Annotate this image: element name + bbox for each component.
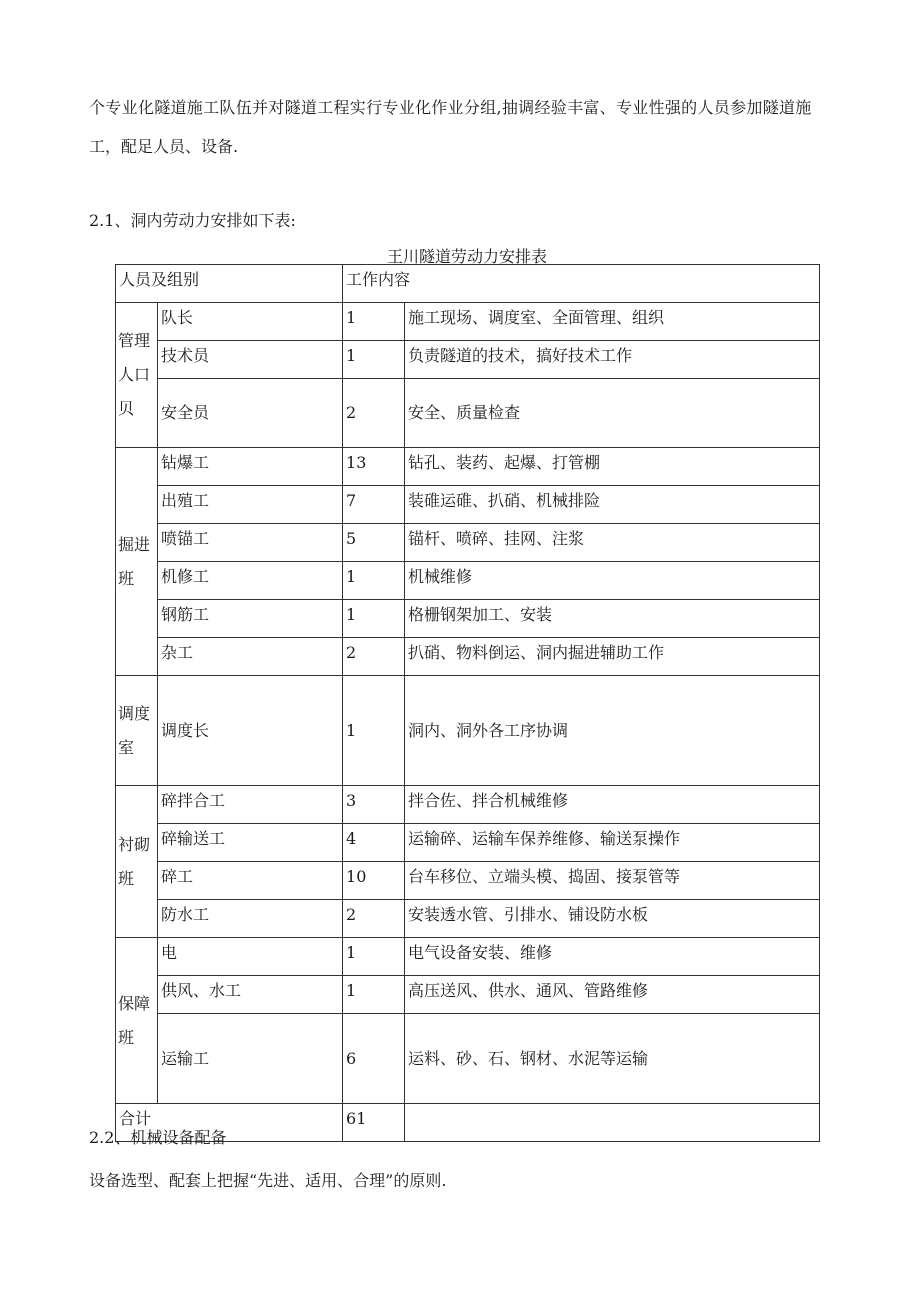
role-cell: 技术员 [158,341,343,379]
table-row [116,900,820,938]
work-cell: 安全、质量检查 [405,379,820,448]
work-cell: 装碓运碓、扒硝、机械排险 [405,486,820,524]
work-cell: 格栅钢架加工、安装 [405,600,820,638]
table-row [116,524,820,562]
header-personnel-group: 人员及组别 [116,265,343,303]
count-cell: 7 [343,486,405,524]
count-cell: 4 [343,824,405,862]
count-cell: 1 [343,676,405,786]
work-cell: 台车移位、立端头模、捣固、接泵管等 [405,862,820,900]
count-cell: 3 [343,786,405,824]
table-header-row [116,265,820,303]
role-cell: 碎输送工 [158,824,343,862]
role-cell: 出殖工 [158,486,343,524]
labor-allocation-table [115,264,820,1142]
table-row [116,379,820,448]
role-cell: 机修工 [158,562,343,600]
count-cell: 2 [343,379,405,448]
table-row [116,562,820,600]
table-row [116,938,820,976]
role-cell: 碎拌合工 [158,786,343,824]
count-cell: 1 [343,938,405,976]
work-cell: 安装透水管、引排水、铺设防水板 [405,900,820,938]
group-excavation: 掘进班 [116,448,158,676]
role-cell: 钢筋工 [158,600,343,638]
total-count: 61 [343,1104,405,1142]
role-cell: 安全员 [158,379,343,448]
table-row [116,824,820,862]
work-cell: 钻孔、装药、起爆、打管棚 [405,448,820,486]
role-cell: 调度长 [158,676,343,786]
role-cell: 喷锚工 [158,524,343,562]
role-cell: 钻爆工 [158,448,343,486]
role-cell: 队长 [158,303,343,341]
role-cell: 运输工 [158,1014,343,1104]
count-cell: 2 [343,638,405,676]
table-row [116,638,820,676]
table-row [116,976,820,1014]
group-lining: 衬砌班 [116,786,158,938]
principle-paragraph: 设备选型、配套上把握“先进、适用、合理”的原则. [89,1171,447,1190]
group-support: 保障班 [116,938,158,1104]
work-cell: 机械维修 [405,562,820,600]
table-row [116,676,820,786]
intro-paragraph-line-2: 工，配足人员、设备. [89,137,239,156]
count-cell: 5 [343,524,405,562]
table-row [116,600,820,638]
count-cell: 13 [343,448,405,486]
role-cell: 电 [158,938,343,976]
header-work-content: 工作内容 [343,265,820,303]
count-cell: 1 [343,562,405,600]
work-cell: 高压送风、供水、通风、管路维修 [405,976,820,1014]
table-row [116,486,820,524]
table-row [116,786,820,824]
table-row [116,862,820,900]
work-cell: 电气设备安装、维修 [405,938,820,976]
total-work [405,1104,820,1142]
intro-paragraph-line-1: 个专业化隧道施工队伍并对隧道工程实行专业化作业分组,抽调经验丰富、专业性强的人员参加隧道施 [89,98,812,117]
group-management: 管理人口贝 [116,303,158,448]
work-cell: 洞内、洞外各工序协调 [405,676,820,786]
work-cell: 施工现场、调度室、全面管理、组织 [405,303,820,341]
count-cell: 1 [343,341,405,379]
group-dispatch: 调度室 [116,676,158,786]
count-cell: 1 [343,976,405,1014]
section-heading-2-1: 2.1、洞内劳动力安排如下表: [89,211,296,230]
role-cell: 碎工 [158,862,343,900]
role-cell: 防水工 [158,900,343,938]
work-cell: 扒硝、物料倒运、洞内掘进辅助工作 [405,638,820,676]
count-cell: 6 [343,1014,405,1104]
table-row [116,341,820,379]
work-cell: 运输碎、运输车保养维修、输送泵操作 [405,824,820,862]
work-cell: 锚杆、喷碎、挂网、注浆 [405,524,820,562]
table-row [116,1014,820,1104]
count-cell: 2 [343,900,405,938]
role-cell: 杂工 [158,638,343,676]
role-cell: 供风、水工 [158,976,343,1014]
work-cell: 运料、砂、石、钢材、水泥等运输 [405,1014,820,1104]
total-label: 合计 [116,1104,343,1142]
section-heading-2-2: 2.2、机械设备配备 [89,1128,227,1147]
work-cell: 负责隧道的技术，搞好技术工作 [405,341,820,379]
table-row [116,448,820,486]
count-cell: 1 [343,303,405,341]
work-cell: 拌合佐、拌合机械维修 [405,786,820,824]
count-cell: 10 [343,862,405,900]
count-cell: 1 [343,600,405,638]
table-row [116,303,820,341]
table-caption: 王川隧道劳动力安排表 [386,247,547,266]
